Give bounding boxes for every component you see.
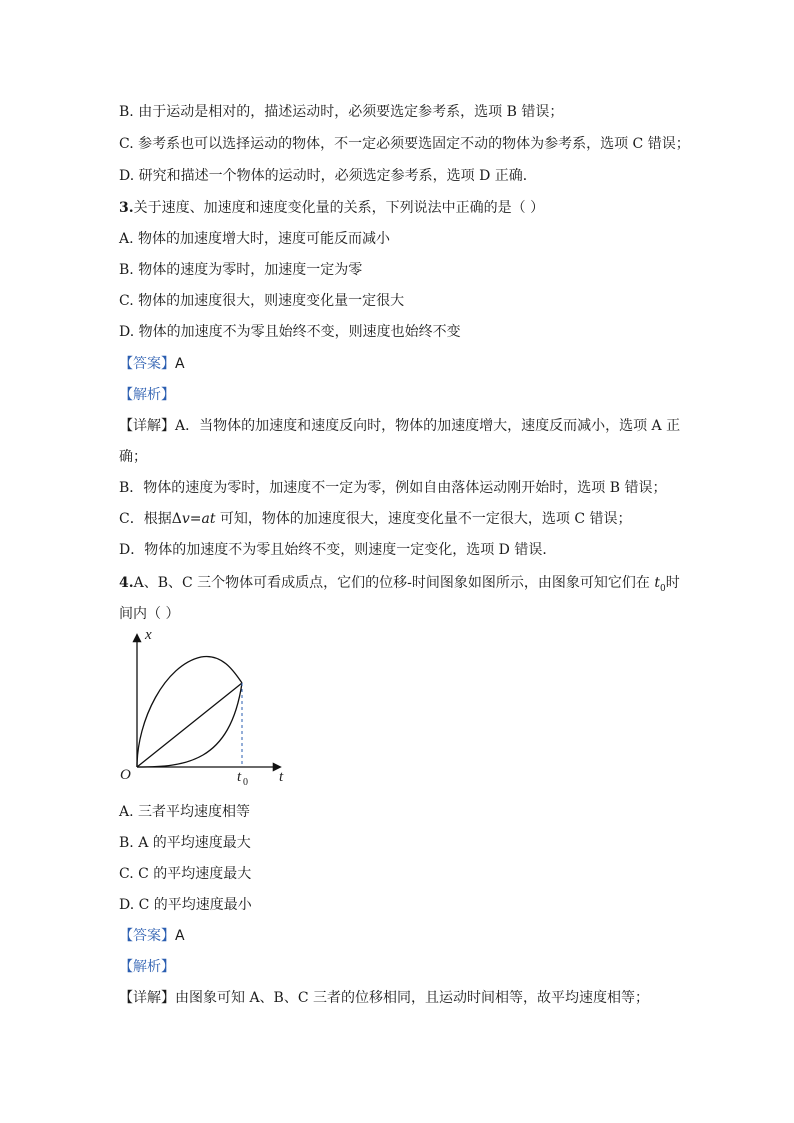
q3-detail-a-cont: 确； (119, 449, 147, 465)
at-symbol: at (201, 511, 216, 527)
answer-value: A (175, 928, 185, 944)
analysis-tag: 【解析】 (119, 387, 175, 403)
question-text: 关于速度、加速度和速度变化量的关系，下列说法中正确的是（ ） (133, 200, 545, 216)
question-3-stem (119, 198, 544, 218)
detail-c-suffix: 可知，物体的加速度很大，速度变化量不一定很大，选项 C 错误； (215, 511, 632, 527)
answer-tag: 【答案】 (119, 928, 175, 944)
t-symbol: t (654, 575, 661, 591)
analysis-tag: 【解析】 (119, 959, 175, 975)
y-axis-label: x (145, 627, 152, 643)
question-number: 3. (119, 200, 134, 216)
q4-option-b: B. A 的平均速度最大 (119, 835, 251, 851)
prev-option-d-explanation: D. 研究和描述一个物体的运动时，必须选定参考系，选项 D 正确． (119, 168, 537, 184)
q3-option-c: C. 物体的加速度很大，则速度变化量一定很大 (119, 293, 405, 309)
equals-sign: = (189, 511, 202, 527)
q3-option-d: D. 物体的加速度不为零且始终不变，则速度也始终不变 (119, 324, 461, 340)
question-text: A、B、C 三个物体可看成质点，它们的位移-时间图象如图所示，由图象可知它们在 (133, 575, 655, 591)
detail-a-text: A．当物体的加速度和速度反向时，物体的加速度增大，速度反而减小，选项 A 正 (175, 418, 681, 434)
q4-option-d: D. C 的平均速度最小 (119, 897, 252, 913)
t-subscript: 0 (660, 583, 666, 594)
answer-value: A (175, 356, 185, 372)
q3-detail-b: B．物体的速度为零时，加速度不一定为零，例如自由落体运动刚开始时，选项 B 错误； (119, 480, 667, 496)
q3-detail-d: D．物体的加速度不为零且始终不变，则速度一定变化，选项 D 错误． (119, 542, 557, 558)
position-time-graph (115, 625, 295, 785)
velocity-symbol: v (181, 511, 190, 527)
line-b (137, 683, 242, 767)
q3-detail-a (119, 416, 680, 436)
question-4-stem (119, 573, 680, 599)
q3-option-b: B. 物体的速度为零时，加速度一定为零 (119, 262, 363, 278)
question-text-end: 时 (665, 575, 680, 591)
q3-detail-c (119, 509, 632, 529)
curve-a (137, 656, 242, 767)
origin-label: O (120, 767, 131, 783)
question-4-stem-cont: 间内（ ） (119, 606, 180, 622)
detail-c-prefix: C．根据Δ (119, 511, 182, 527)
t0-label: t (237, 769, 242, 785)
q4-detail (119, 988, 649, 1008)
prev-option-c-explanation: C. 参考系也可以选择运动的物体，不一定必须要选固定不动的物体为参考系，选项 C 错误； (119, 136, 690, 152)
q4-analysis-tag (119, 957, 175, 977)
x-axis-label: t (279, 769, 284, 785)
question-number: 4. (119, 575, 134, 591)
answer-tag: 【答案】 (119, 356, 175, 372)
q4-option-a: A. 三者平均速度相等 (119, 804, 251, 820)
q3-option-a: A. 物体的加速度增大时，速度可能反而减小 (119, 231, 391, 247)
detail-tag: 【详解】 (119, 990, 175, 1006)
q3-analysis-tag (119, 385, 175, 405)
t0-subscript: 0 (243, 777, 248, 785)
prev-option-b-explanation: B. 由于运动是相对的，描述运动时，必须要选定参考系，选项 B 错误； (119, 104, 564, 120)
detail-tag: 【详解】 (119, 418, 175, 434)
detail-text: 由图象可知 A、B、C 三者的位移相同，且运动时间相等，故平均速度相等； (175, 990, 650, 1006)
q4-answer (119, 926, 185, 946)
q4-option-c: C. C 的平均速度最大 (119, 866, 252, 882)
q3-answer (119, 354, 185, 374)
